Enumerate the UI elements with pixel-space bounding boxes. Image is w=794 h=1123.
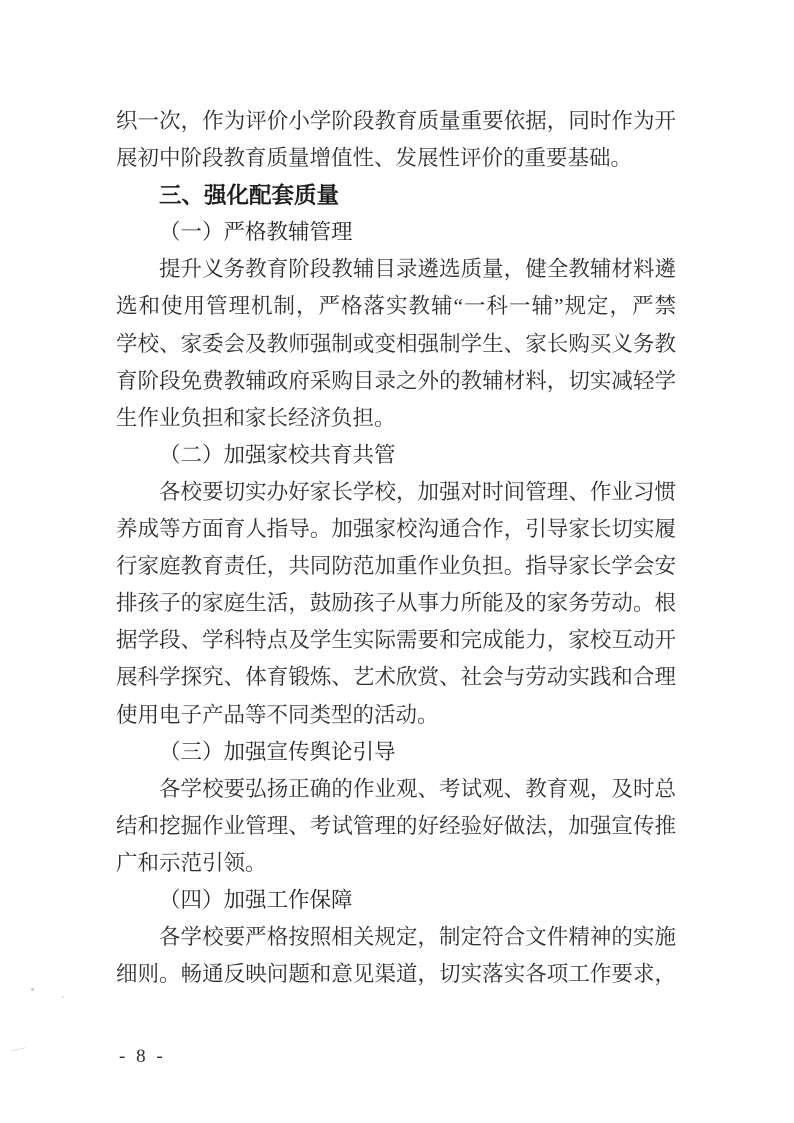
subsection-heading-line: （二）加强家校共育共管 (159, 442, 396, 467)
subsection-heading-line: （一）严格教辅管理 (159, 220, 353, 245)
body-text-line: 提升义务教育阶段教辅目录遴选质量，健全教辅材料遴 (159, 257, 676, 282)
body-text-line: 展科学探究、体育锻炼、艺术欣赏、社会与劳动实践和合理 (116, 665, 676, 690)
subsection-heading-line: （三）加强宣传舆论引导 (159, 739, 396, 764)
scan-speck (10, 1047, 26, 1052)
body-text-line: 结和挖掘作业管理、考试管理的好经验好做法，加强宣传推 (116, 813, 676, 838)
body-text-line: 据学段、学科特点及学生实际需要和完成能力，家校互动开 (116, 628, 676, 653)
body-text-line: 各校要切实办好家长学校，加强对时间管理、作业习惯 (159, 479, 676, 504)
body-text-line: 育阶段免费教辅政府采购目录之外的教辅材料，切实减轻学 (116, 368, 676, 393)
section-heading-line: 三、强化配套质量 (159, 183, 340, 209)
body-text-line: 学校、家委会及教师强制或变相强制学生、家长购买义务教 (116, 331, 676, 356)
body-text-line: 使用电子产品等不同类型的活动。 (116, 702, 439, 727)
body-text-line: 各学校要严格按照相关规定，制定符合文件精神的实施 (159, 925, 676, 950)
subsection-heading-line: （四）加强工作保障 (159, 887, 353, 912)
body-text-line: 生作业负担和家长经济负担。 (116, 405, 396, 430)
body-text-line: 织一次，作为评价小学阶段教育质量重要依据，同时作为开 (116, 109, 676, 133)
scan-speck (31, 988, 34, 991)
scan-speck (62, 996, 64, 998)
body-text-line: 养成等方面育人指导。加强家校沟通合作，引导家长切实履 (116, 517, 676, 542)
body-text-line: 行家庭教育责任，共同防范加重作业负担。指导家长学会安 (116, 554, 676, 579)
body-text-line: 细则。畅通反映问题和意见渠道，切实落实各项工作要求， (116, 962, 676, 987)
body-text-line: 展初中阶段教育质量增值性、发展性评价的重要基础。 (116, 146, 633, 171)
document-body (116, 103, 676, 993)
body-text-line: 各学校要弘扬正确的作业观、考试观、教育观，及时总 (159, 776, 676, 801)
body-text-line: 广和示范引领。 (116, 850, 267, 875)
body-text-line: 选和使用管理机制，严格落实教辅“一科一辅”规定，严禁 (116, 294, 676, 319)
body-text-line: 排孩子的家庭生活，鼓励孩子从事力所能及的家务劳动。根 (116, 591, 676, 616)
page-number: - 8 - (119, 1046, 166, 1067)
